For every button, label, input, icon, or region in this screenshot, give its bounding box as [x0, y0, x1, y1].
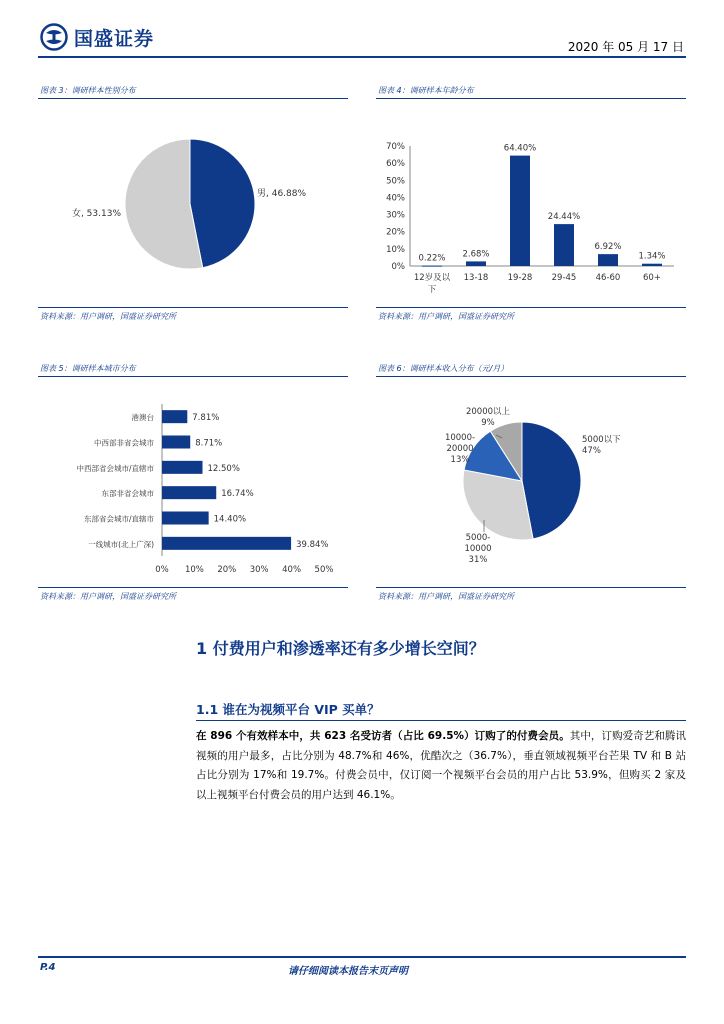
- x-tick-label: 60+: [643, 273, 661, 283]
- fig6-source-rule: [376, 587, 686, 588]
- fig5-title: 图表 5：调研样本城市分布: [40, 364, 136, 373]
- category-label: 中西部非省会城市: [94, 438, 154, 448]
- subsection-heading: 1.1 谁在为视频平台 VIP 买单？: [196, 702, 380, 717]
- x-tick-label: 29-45: [551, 273, 577, 283]
- x-tick-label-line2: 下: [427, 285, 437, 295]
- pie-label-1: 5000-: [465, 533, 491, 543]
- x-tick-label: 20%: [217, 565, 237, 575]
- brand-logo: [40, 22, 154, 52]
- y-tick-label: 10%: [386, 244, 405, 255]
- x-tick-label: 46-60: [595, 273, 621, 283]
- bar-value-label: 1.34%: [638, 251, 666, 262]
- y-tick-label: 50%: [386, 176, 405, 187]
- fig3-source: 资料来源：用户调研，国盛证券研究所: [40, 312, 176, 321]
- age-bar-chart: [376, 100, 686, 306]
- bar-value-label: 16.74%: [221, 489, 254, 500]
- footer-divider: [38, 956, 686, 958]
- x-tick-label: 30%: [249, 565, 269, 575]
- y-tick-label: 30%: [386, 210, 405, 221]
- fig4-source-rule: [376, 307, 686, 308]
- pie-label-0: 47%: [582, 446, 601, 456]
- x-tick-label: 40%: [282, 565, 302, 575]
- bar: [422, 266, 442, 267]
- body-paragraph: [196, 727, 686, 805]
- bar-value-label: 7.81%: [192, 413, 220, 424]
- pie-label-2: 20000: [446, 444, 474, 454]
- pie-label-2: 10000-: [444, 433, 476, 443]
- fig5-source: 资料来源：用户调研，国盛证券研究所: [40, 592, 176, 601]
- page-number: P.4: [40, 962, 56, 973]
- fig5-source-rule: [38, 587, 348, 588]
- bar: [162, 512, 209, 525]
- bar-value-label: 39.84%: [296, 539, 329, 550]
- pie-label-1: 女, 53.13%: [71, 209, 121, 219]
- bar-value-label: 2.68%: [462, 249, 490, 260]
- pie-slice-0: [522, 422, 581, 539]
- y-tick-label: 40%: [386, 193, 405, 204]
- pie-label-0: 5000以下: [582, 435, 621, 445]
- fig5-title-rule: [38, 376, 348, 377]
- fig3-title-rule: [38, 98, 348, 99]
- y-tick-label: 0%: [391, 262, 405, 272]
- bar: [554, 224, 574, 266]
- brand-emblem-icon: [40, 23, 68, 51]
- fig4-title: 图表 4：调研样本年龄分布: [378, 86, 474, 95]
- pie-label-1: 10000: [464, 544, 492, 554]
- bar: [162, 436, 190, 449]
- fig6-title: 图表 6：调研样本收入分布（元/月）: [378, 364, 509, 373]
- category-label: 中西部省会城市/直辖市: [76, 463, 154, 473]
- fig4-title-rule: [376, 98, 686, 99]
- bar-value-label: 64.40%: [503, 143, 537, 154]
- y-tick-label: 60%: [386, 159, 405, 170]
- x-tick-label: 50%: [314, 565, 334, 575]
- income-pie-chart: [376, 380, 686, 586]
- subsection-rule: [196, 720, 686, 721]
- report-date: 2020 年 05 月 17 日: [567, 40, 684, 54]
- y-tick-label: 70%: [386, 142, 405, 152]
- city-bar-chart: [38, 380, 348, 586]
- bar: [162, 537, 291, 550]
- pie-label-0: 男, 46.88%: [257, 189, 307, 199]
- x-tick-label: 0%: [155, 565, 169, 575]
- y-tick-label: 20%: [386, 227, 405, 238]
- bar: [162, 486, 216, 499]
- category-label: 一线城市(北上广深): [88, 539, 154, 549]
- body-paragraph-bold: 在 896 个有效样本中，共 623 名受访者（占比 69.5%）订购了的付费会员。: [196, 730, 570, 742]
- gender-pie-chart: [38, 100, 348, 306]
- fig3-title: 图表 3：调研样本性别分布: [40, 86, 136, 95]
- bar-value-label: 0.22%: [418, 253, 446, 264]
- bar-value-label: 24.44%: [547, 212, 581, 223]
- bar: [162, 461, 203, 474]
- header-divider: [38, 56, 686, 58]
- body-paragraph-rest: 其中，订购爱奇艺和腾讯视频的用户最多，占比分别为 48.7%和 46%，优酷次之（36.7%），垂直领域视频平台芒果 TV 和 B 站占比分别为 17%和 19.7%。付费会员中，仅订阅一个视频平台会员的用户占比 53.9%，但购买 2 家及以上视频平台付费会员的用户达到 46.1%。: [196, 730, 686, 801]
- section-heading: 1 付费用户和渗透率还有多少增长空间？: [196, 639, 485, 658]
- bar: [598, 254, 618, 266]
- brand-name: 国盛证券: [74, 27, 155, 50]
- fig6-title-rule: [376, 376, 686, 377]
- bar-value-label: 6.92%: [594, 242, 622, 253]
- bar: [162, 410, 187, 423]
- bar-value-label: 12.50%: [207, 463, 240, 474]
- pie-label-2: 13%: [450, 455, 470, 465]
- category-label: 东部非省会城市: [101, 489, 154, 499]
- pie-label-3: 9%: [481, 418, 495, 428]
- category-label: 东部省会城市/直辖市: [83, 514, 154, 524]
- x-tick-label: 10%: [184, 565, 204, 575]
- disclaimer-note: 请仔细阅读本报告末页声明: [288, 966, 408, 977]
- bar-value-label: 8.71%: [195, 438, 223, 449]
- pie-label-1: 31%: [468, 555, 488, 565]
- x-tick-label: 19-28: [507, 273, 533, 283]
- fig3-source-rule: [38, 307, 348, 308]
- pie-slice-0: [190, 139, 255, 268]
- bar: [642, 264, 662, 266]
- x-tick-label: 12岁及以: [413, 273, 451, 283]
- fig6-source: 资料来源：用户调研，国盛证券研究所: [378, 592, 514, 601]
- x-tick-label: 13-18: [463, 273, 489, 283]
- bar-value-label: 14.40%: [213, 514, 247, 525]
- fig4-source: 资料来源：用户调研，国盛证券研究所: [378, 312, 514, 321]
- bar: [466, 261, 486, 266]
- bar: [510, 156, 530, 266]
- category-label: 港澳台: [131, 413, 154, 423]
- pie-label-3: 20000以上: [465, 407, 511, 417]
